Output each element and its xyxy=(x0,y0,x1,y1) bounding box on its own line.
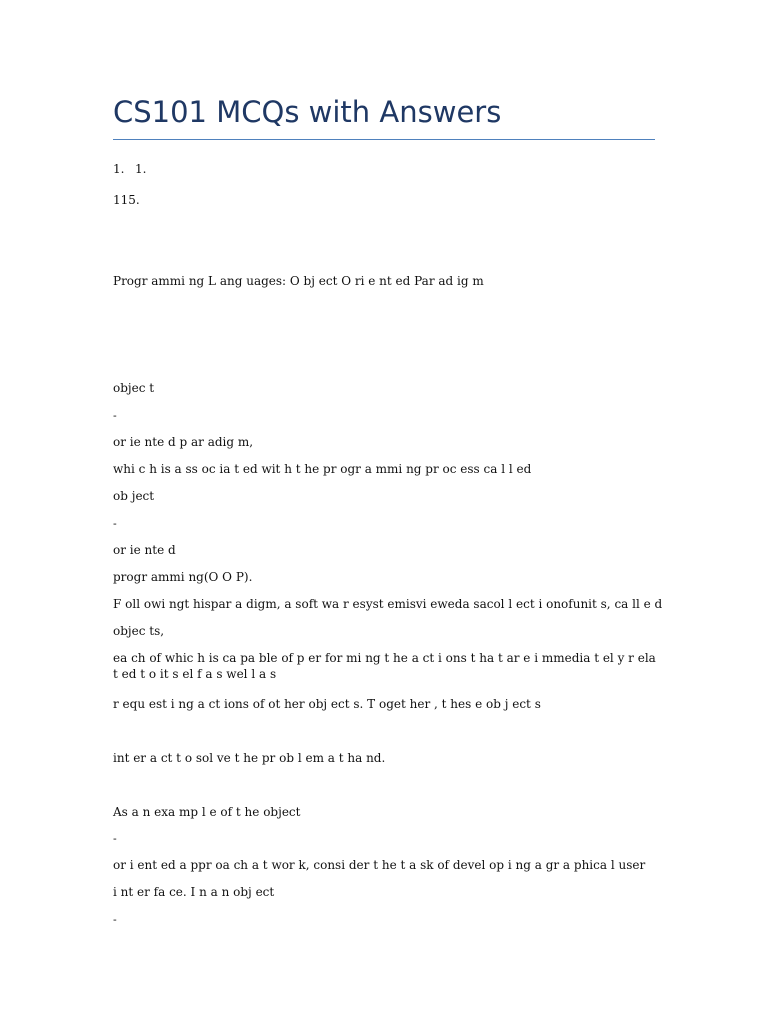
text-line: Progr ammi ng L ang uages: O bj ect O ri e nt ed Par ad ig m xyxy=(113,274,484,288)
text-line: whi c h is a ss oc ia t ed wit h t he pr ogr a mmi ng pr oc ess ca l l ed xyxy=(113,462,532,476)
text-line: As a n exa mp l e of t he object xyxy=(113,805,301,819)
text-line: ob ject xyxy=(113,489,155,503)
text-line: or ie nte d p ar adig m, xyxy=(113,435,254,449)
text-line: r equ est i ng a ct ions of ot her obj ect s. T oget her , t hes e ob j ect s xyxy=(113,697,541,711)
text-line: int er a ct t o sol ve t he pr ob l em a t ha nd. xyxy=(113,751,386,765)
text-line: or ie nte d xyxy=(113,543,176,557)
document-title: CS101 MCQs with Answers xyxy=(113,95,502,129)
text-line: i nt er fa ce. I n a n obj ect xyxy=(113,885,275,899)
title-underline xyxy=(113,139,655,140)
text-line: - xyxy=(113,409,117,422)
text-line: - xyxy=(113,517,117,530)
text-line: - xyxy=(113,913,117,926)
list-marker-outer: 1. xyxy=(113,162,125,176)
text-line: progr ammi ng(O O P). xyxy=(113,570,253,584)
text-line: - xyxy=(113,832,117,845)
text-line: objec ts, xyxy=(113,624,165,638)
list-item-number xyxy=(113,161,146,177)
text-line: ea ch of whic h is ca pa ble of p er for mi ng t he a ct i ons t ha t ar e i mmedia t el y r ela t ed t o it s el f a s wel l a s xyxy=(113,651,656,681)
text-line: F oll owi ngt hispar a digm, a soft wa r esyst emisvi eweda sacol l ect i onofunit s, ca ll e d xyxy=(113,597,663,611)
list-marker-inner: 1. xyxy=(135,162,147,176)
text-line: or i ent ed a ppr oa ch a t wor k, consi der t he t a sk of devel op i ng a gr a phica l user xyxy=(113,858,646,872)
text-line: 115. xyxy=(113,193,140,207)
text-line: objec t xyxy=(113,381,155,395)
